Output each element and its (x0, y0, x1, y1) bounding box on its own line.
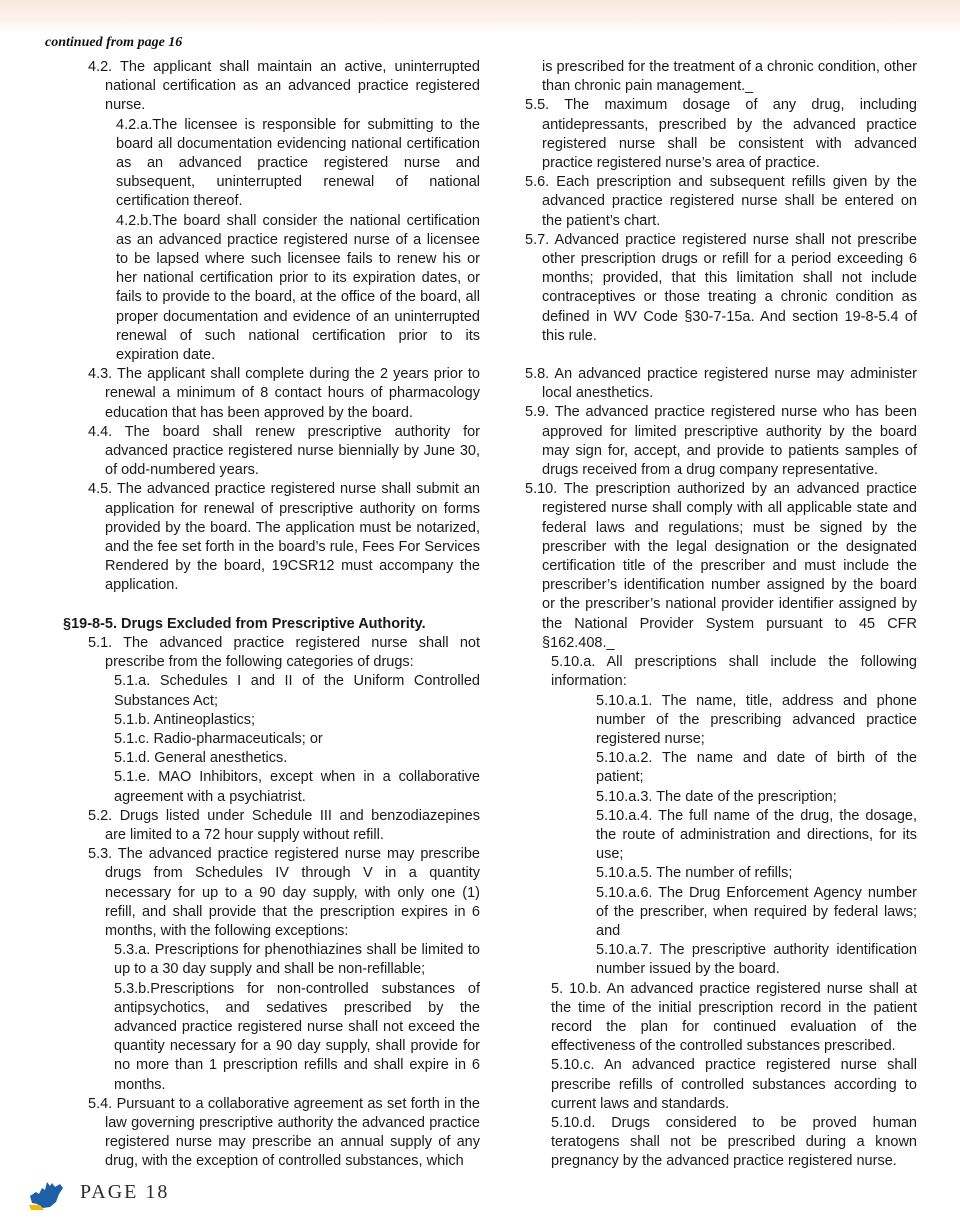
paragraph-4-2-a: 4.2.a.The licensee is responsible for submitting to the board all documentation evidencing national certification as an advanced practice registered nurse and subsequent, uninterrupted renewal of national certification thereof. (116, 116, 480, 210)
paragraph-5-10-a-3: 5.10.a.3. The date of the prescription; (596, 788, 837, 805)
top-banner (0, 0, 960, 34)
paragraph-5-9: 5.9. The advanced practice registered nurse who has been approved for limited prescriptive authority by the board may sign for, accept, and provide to patients samples of drugs received from a drug company representative. (525, 404, 917, 479)
spacer (88, 596, 480, 615)
spacer (525, 346, 917, 365)
paragraph-4-2-b: 4.2.b.The board shall consider the national certification as an advanced practice registered nurse of a licensee to be lapsed where such licensee fails to renew his or her national certification prior to its expiration dates, or fails to provide to the board, at the office of the board, all proper documentation and evidence of an uninterrupted renewal of such national certification prior to its expiration date. (116, 212, 480, 364)
paragraph-5-2: 5.2. Drugs listed under Schedule III and benzodiazepines are limited to a 72 hour supply without refill. (88, 807, 480, 843)
page-number: PAGE 18 (80, 1181, 170, 1203)
paragraph-4-3: 4.3. The applicant shall complete during the 2 years prior to renewal a minimum of 8 contact hours of pharmacology education that has been approved by the board. (88, 366, 480, 421)
paragraph-5-4: 5.4. Pursuant to a collaborative agreement as set forth in the law governing prescriptive authority the advanced practice registered nurse may prescribe an annual supply of any drug, with the exception of controlled substances, which (88, 1095, 480, 1170)
paragraph-5-6: 5.6. Each prescription and subsequent refills given by the advanced practice registered nurse shall be entered on the patient’s chart. (525, 174, 917, 229)
paragraph-5-1-e: 5.1.e. MAO Inhibitors, except when in a collaborative agreement with a psychiatrist. (114, 769, 480, 805)
paragraph-5-3: 5.3. The advanced practice registered nurse may prescribe drugs from Schedules IV through V in a quantity necessary for up to a 90 day supply, with only one (1) refill, and shall provide that the prescription expires in 6 months, with the following exceptions: (88, 846, 480, 939)
paragraph-5-5: 5.5. The maximum dosage of any drug, including antidepressants, prescribed by the advanced practice registered nurse shall be consistent with advanced practice registered nurse’s area of practice. (525, 97, 917, 172)
paragraph-5-3-a: 5.3.a. Prescriptions for phenothiazines shall be limited to up to a 30 day supply and shall be non-refillable; (114, 942, 480, 978)
paragraph-5-8: 5.8. An advanced practice registered nurse may administer local anesthetics. (525, 366, 917, 402)
paragraph-5-4-continued: is prescribed for the treatment of a chronic condition, other than chronic pain management._ (542, 59, 917, 95)
paragraph-5-1-c: 5.1.c. Radio-pharmaceuticals; or (114, 730, 323, 747)
paragraph-4-5: 4.5. The advanced practice registered nurse shall submit an application for renewal of prescriptive authority on forms provided by the board. The application must be notarized, and the fee set forth in the board’s rule, Fees For Services Rendered by the board, 19CSR12 must accompany the application. (88, 481, 480, 594)
paragraph-5-10-a-7: 5.10.a.7. The prescriptive authority identification number issued by the board. (596, 942, 917, 978)
paragraph-4-2: 4.2. The applicant shall maintain an active, uninterrupted national certification as an advanced practice registered nurse. (88, 59, 480, 114)
paragraph-5-1-a: 5.1.a. Schedules I and II of the Uniform Controlled Substances Act; (114, 673, 480, 709)
paragraph-5-1: 5.1. The advanced practice registered nurse shall not prescribe from the following categories of drugs: (88, 634, 480, 671)
paragraph-5-10-a-6: 5.10.a.6. The Drug Enforcement Agency number of the prescriber, when required by federal laws; and (596, 884, 917, 939)
paragraph-5-10-d: 5.10.d. Drugs considered to be proved human teratogens shall not be prescribed during a known pregnancy by the advanced practice registered nurse. (551, 1114, 917, 1170)
paragraph-5-10-a-2: 5.10.a.2. The name and date of birth of the patient; (596, 750, 917, 786)
paragraph-5-10-c: 5.10.c. An advanced practice registered nurse shall prescribe refills of controlled substances according to current laws and standards. (551, 1057, 917, 1112)
paragraph-5-3-b: 5.3.b.Prescriptions for non-controlled substances of antipsychotics, and sedatives prescribed by the advanced practice registered nurse shall not exceed the quantity necessary for a 90 day supply, shall provide for no more than 1 prescription refills and shall expire in 6 months. (114, 980, 480, 1093)
left-column (63, 58, 480, 1172)
paragraph-5-10-a-1: 5.10.a.1. The name, title, address and phone number of the prescribing advanced practice registered nurse; (596, 692, 917, 747)
paragraph-5-1-d: 5.1.d. General anesthetics. (114, 750, 288, 767)
paragraph-5-10-a: 5.10.a. All prescriptions shall include the following information: (551, 654, 917, 690)
west-virginia-state-icon (26, 1174, 66, 1214)
paragraph-5-10-b: 5. 10.b. An advanced practice registered nurse shall at the time of the initial prescription record in the patient record the plan for continued evaluation of the effectiveness of the controlled substances prescribed. (551, 980, 917, 1055)
paragraph-4-4: 4.4. The board shall renew prescriptive authority for advanced practice registered nurse biennially by June 30, of odd-numbered years. (88, 423, 480, 479)
continued-note: continued from page 16 (45, 35, 183, 50)
paragraph-5-7: 5.7. Advanced practice registered nurse shall not prescribe other prescription drugs or refill for a period exceeding 6 months; provided, that this limitation shall not include contraceptives or those treating a chronic condition as defined in WV Code §30-7-15a. And section 19-8-5.4 of this rule. (525, 231, 917, 344)
paragraph-5-10-a-4: 5.10.a.4. The full name of the drug, the dosage, the route of administration and directions, for its use; (596, 807, 917, 863)
right-column (525, 58, 917, 1172)
section-heading: §19-8-5. Drugs Excluded from Prescriptive Authority. (63, 615, 426, 632)
paragraph-5-1-b: 5.1.b. Antineoplastics; (114, 711, 256, 728)
paragraph-5-10: 5.10. The prescription authorized by an advanced practice registered nurse shall comply with all applicable state and federal laws and regulations; must be signed by the prescriber with the legal designation or the designated certification title of the prescriber and must include the prescriber’s identification number assigned by the board or the prescriber’s national provider identifier assigned by the National Provider System pursuant to 45 CFR §162.408._ (525, 481, 917, 651)
paragraph-5-10-a-5: 5.10.a.5. The number of refills; (596, 865, 793, 882)
